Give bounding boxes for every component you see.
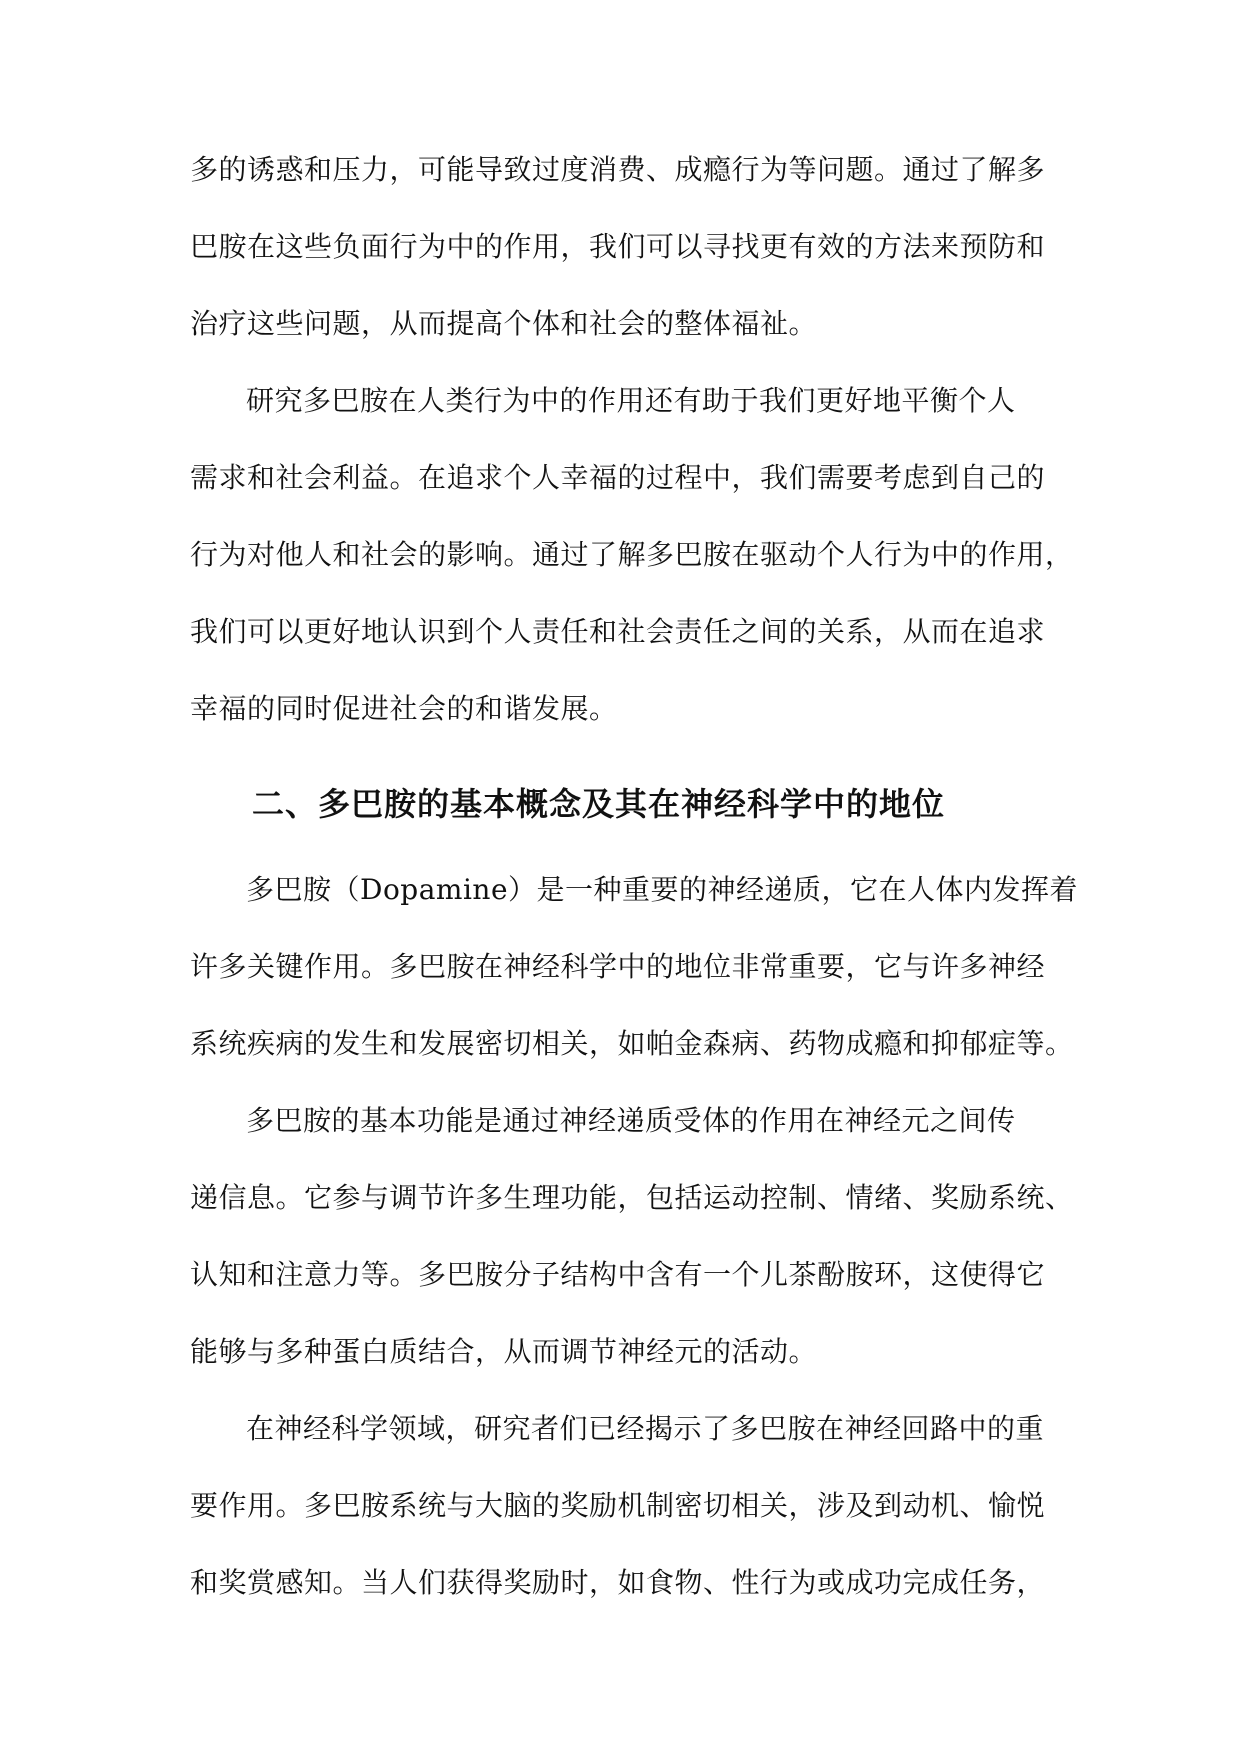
text-line: 能够与多种蛋白质结合，从而调节神经元的活动。 <box>190 1335 818 1368</box>
text-line: 许多关键作用。多巴胺在神经科学中的地位非常重要，它与许多神经 <box>190 950 1046 983</box>
text-line: 系统疾病的发生和发展密切相关，如帕金森病、药物成瘾和抑郁症等。 <box>190 1027 1074 1060</box>
text-line: 巴胺在这些负面行为中的作用，我们可以寻找更有效的方法来预防和 <box>190 230 1046 263</box>
text-line: 和奖赏感知。当人们获得奖励时，如食物、性行为或成功完成任务， <box>190 1566 1046 1599</box>
section-heading: 二、多巴胺的基本概念及其在神经科学中的地位 <box>252 785 946 823</box>
text-line: 需求和社会利益。在追求个人幸福的过程中，我们需要考虑到自己的 <box>190 461 1046 494</box>
text-line: 要作用。多巴胺系统与大脑的奖励机制密切相关，涉及到动机、愉悦 <box>190 1489 1046 1522</box>
text-line: 我们可以更好地认识到个人责任和社会责任之间的关系，从而在追求 <box>190 615 1046 648</box>
text-line: 多巴胺（Dopamine）是一种重要的神经递质，它在人体内发挥着 <box>246 873 1079 906</box>
text-line: 递信息。它参与调节许多生理功能，包括运动控制、情绪、奖励系统、 <box>190 1181 1074 1214</box>
text-line: 幸福的同时促进社会的和谐发展。 <box>190 692 618 725</box>
text-line: 治疗这些问题，从而提高个体和社会的整体福祉。 <box>190 307 818 340</box>
text-line: 研究多巴胺在人类行为中的作用还有助于我们更好地平衡个人 <box>246 384 1016 417</box>
text-line: 行为对他人和社会的影响。通过了解多巴胺在驱动个人行为中的作用， <box>190 538 1074 571</box>
text-line: 在神经科学领域，研究者们已经揭示了多巴胺在神经回路中的重 <box>246 1412 1045 1445</box>
text-line: 多的诱惑和压力，可能导致过度消费、成瘾行为等问题。通过了解多 <box>190 153 1046 186</box>
text-line: 多巴胺的基本功能是通过神经递质受体的作用在神经元之间传 <box>246 1104 1016 1137</box>
text-line: 认知和注意力等。多巴胺分子结构中含有一个儿茶酚胺环，这使得它 <box>190 1258 1046 1291</box>
